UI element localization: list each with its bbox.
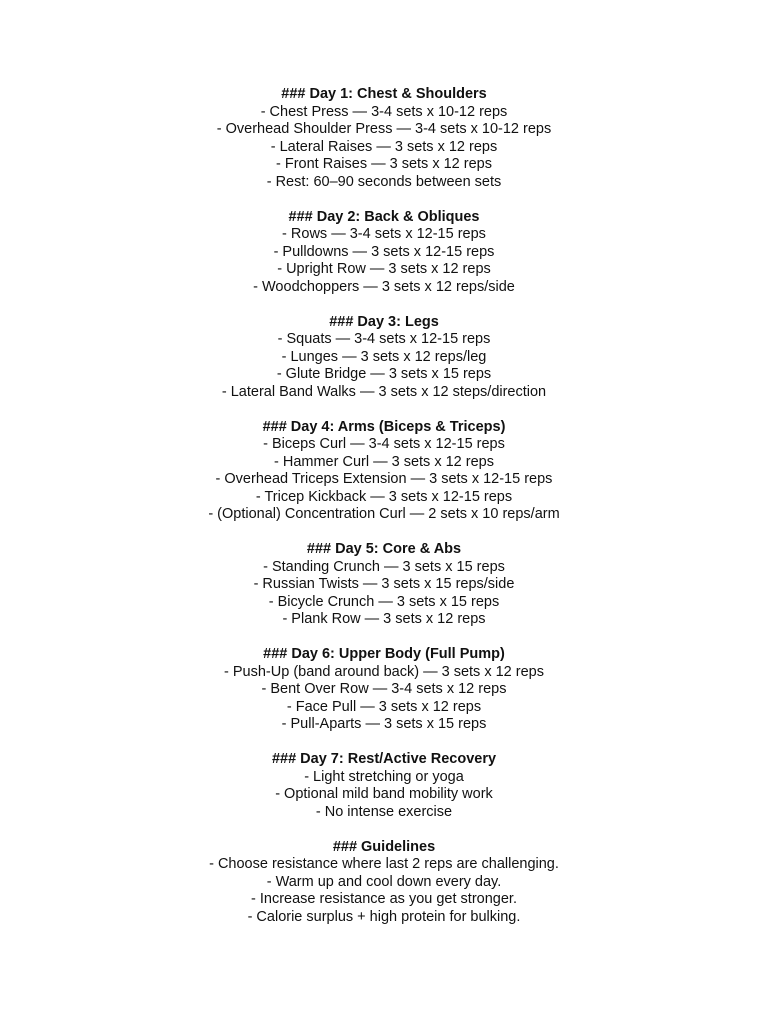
list-item: - Bicycle Crunch — 3 sets x 15 reps	[268, 593, 500, 610]
list-item: - Lateral Raises — 3 sets x 12 reps	[270, 138, 498, 155]
section-day-1	[0, 86, 768, 191]
list-item: - Lateral Band Walks — 3 sets x 12 steps/direction	[221, 383, 547, 400]
document-page	[0, 86, 768, 926]
section-day-7	[0, 751, 768, 821]
list-item: - Pulldowns — 3 sets x 12-15 reps	[273, 243, 495, 260]
list-item: - Glute Bridge — 3 sets x 15 reps	[276, 366, 492, 382]
section-day-6	[0, 646, 768, 734]
list-item: - Overhead Triceps Extension — 3 sets x 12-15 reps	[215, 471, 553, 487]
list-item: - Rows — 3-4 sets x 12-15 reps	[282, 226, 486, 242]
list-item: - Push-Up (band around back) — 3 sets x 12 reps	[224, 663, 544, 680]
list-item: - Lunges — 3 sets x 12 reps/leg	[281, 348, 487, 365]
section-day-4	[0, 419, 768, 524]
list-item: - Optional mild band mobility work	[275, 786, 493, 802]
list-item: - Choose resistance where last 2 reps are challenging.	[209, 856, 559, 872]
list-item: - Light stretching or yoga	[304, 768, 464, 785]
list-item: - Biceps Curl — 3-4 sets x 12-15 reps	[263, 436, 505, 452]
list-item: - Rest: 60–90 seconds between sets	[266, 173, 502, 190]
list-item: - Tricep Kickback — 3 sets x 12-15 reps	[255, 488, 513, 505]
list-item: - Calorie surplus + high protein for bulking.	[247, 908, 521, 925]
section-heading: ### Day 4: Arms (Biceps & Triceps)	[262, 418, 506, 435]
section-heading: ### Day 3: Legs	[329, 313, 439, 330]
list-item: - Squats — 3-4 sets x 12-15 reps	[277, 331, 491, 347]
list-item: - Pull-Aparts — 3 sets x 15 reps	[281, 716, 487, 732]
section-heading: ### Day 2: Back & Obliques	[288, 208, 480, 225]
section-heading: ### Guidelines	[332, 838, 436, 855]
list-item: - Increase resistance as you get stronger.	[251, 891, 517, 907]
section-day-5	[0, 541, 768, 629]
section-day-2	[0, 209, 768, 297]
list-item: - Plank Row — 3 sets x 12 reps	[282, 611, 486, 627]
list-item: - Standing Crunch — 3 sets x 15 reps	[263, 558, 505, 575]
list-item: - Overhead Shoulder Press — 3-4 sets x 10-12 reps	[216, 121, 552, 137]
list-item: - Russian Twists — 3 sets x 15 reps/side	[253, 576, 515, 592]
list-item: - Chest Press — 3-4 sets x 10-12 reps	[260, 103, 508, 120]
section-heading: ### Day 1: Chest & Shoulders	[281, 86, 487, 102]
list-item: - Front Raises — 3 sets x 12 reps	[276, 156, 492, 172]
list-item: - Bent Over Row — 3-4 sets x 12 reps	[261, 681, 507, 697]
section-guidelines	[0, 839, 768, 927]
list-item: - Woodchoppers — 3 sets x 12 reps/side	[253, 278, 515, 295]
list-item: - Face Pull — 3 sets x 12 reps	[286, 698, 482, 715]
section-heading: ### Day 7: Rest/Active Recovery	[271, 751, 497, 767]
list-item: - Warm up and cool down every day.	[266, 873, 502, 890]
list-item: - Upright Row — 3 sets x 12 reps	[277, 261, 491, 277]
section-day-3	[0, 314, 768, 402]
list-item: - Hammer Curl — 3 sets x 12 reps	[274, 453, 494, 470]
list-item: - (Optional) Concentration Curl — 2 sets x 10 reps/arm	[208, 506, 560, 522]
list-item: - No intense exercise	[315, 803, 453, 820]
section-heading: ### Day 6: Upper Body (Full Pump)	[263, 646, 505, 662]
section-heading: ### Day 5: Core & Abs	[306, 541, 462, 557]
